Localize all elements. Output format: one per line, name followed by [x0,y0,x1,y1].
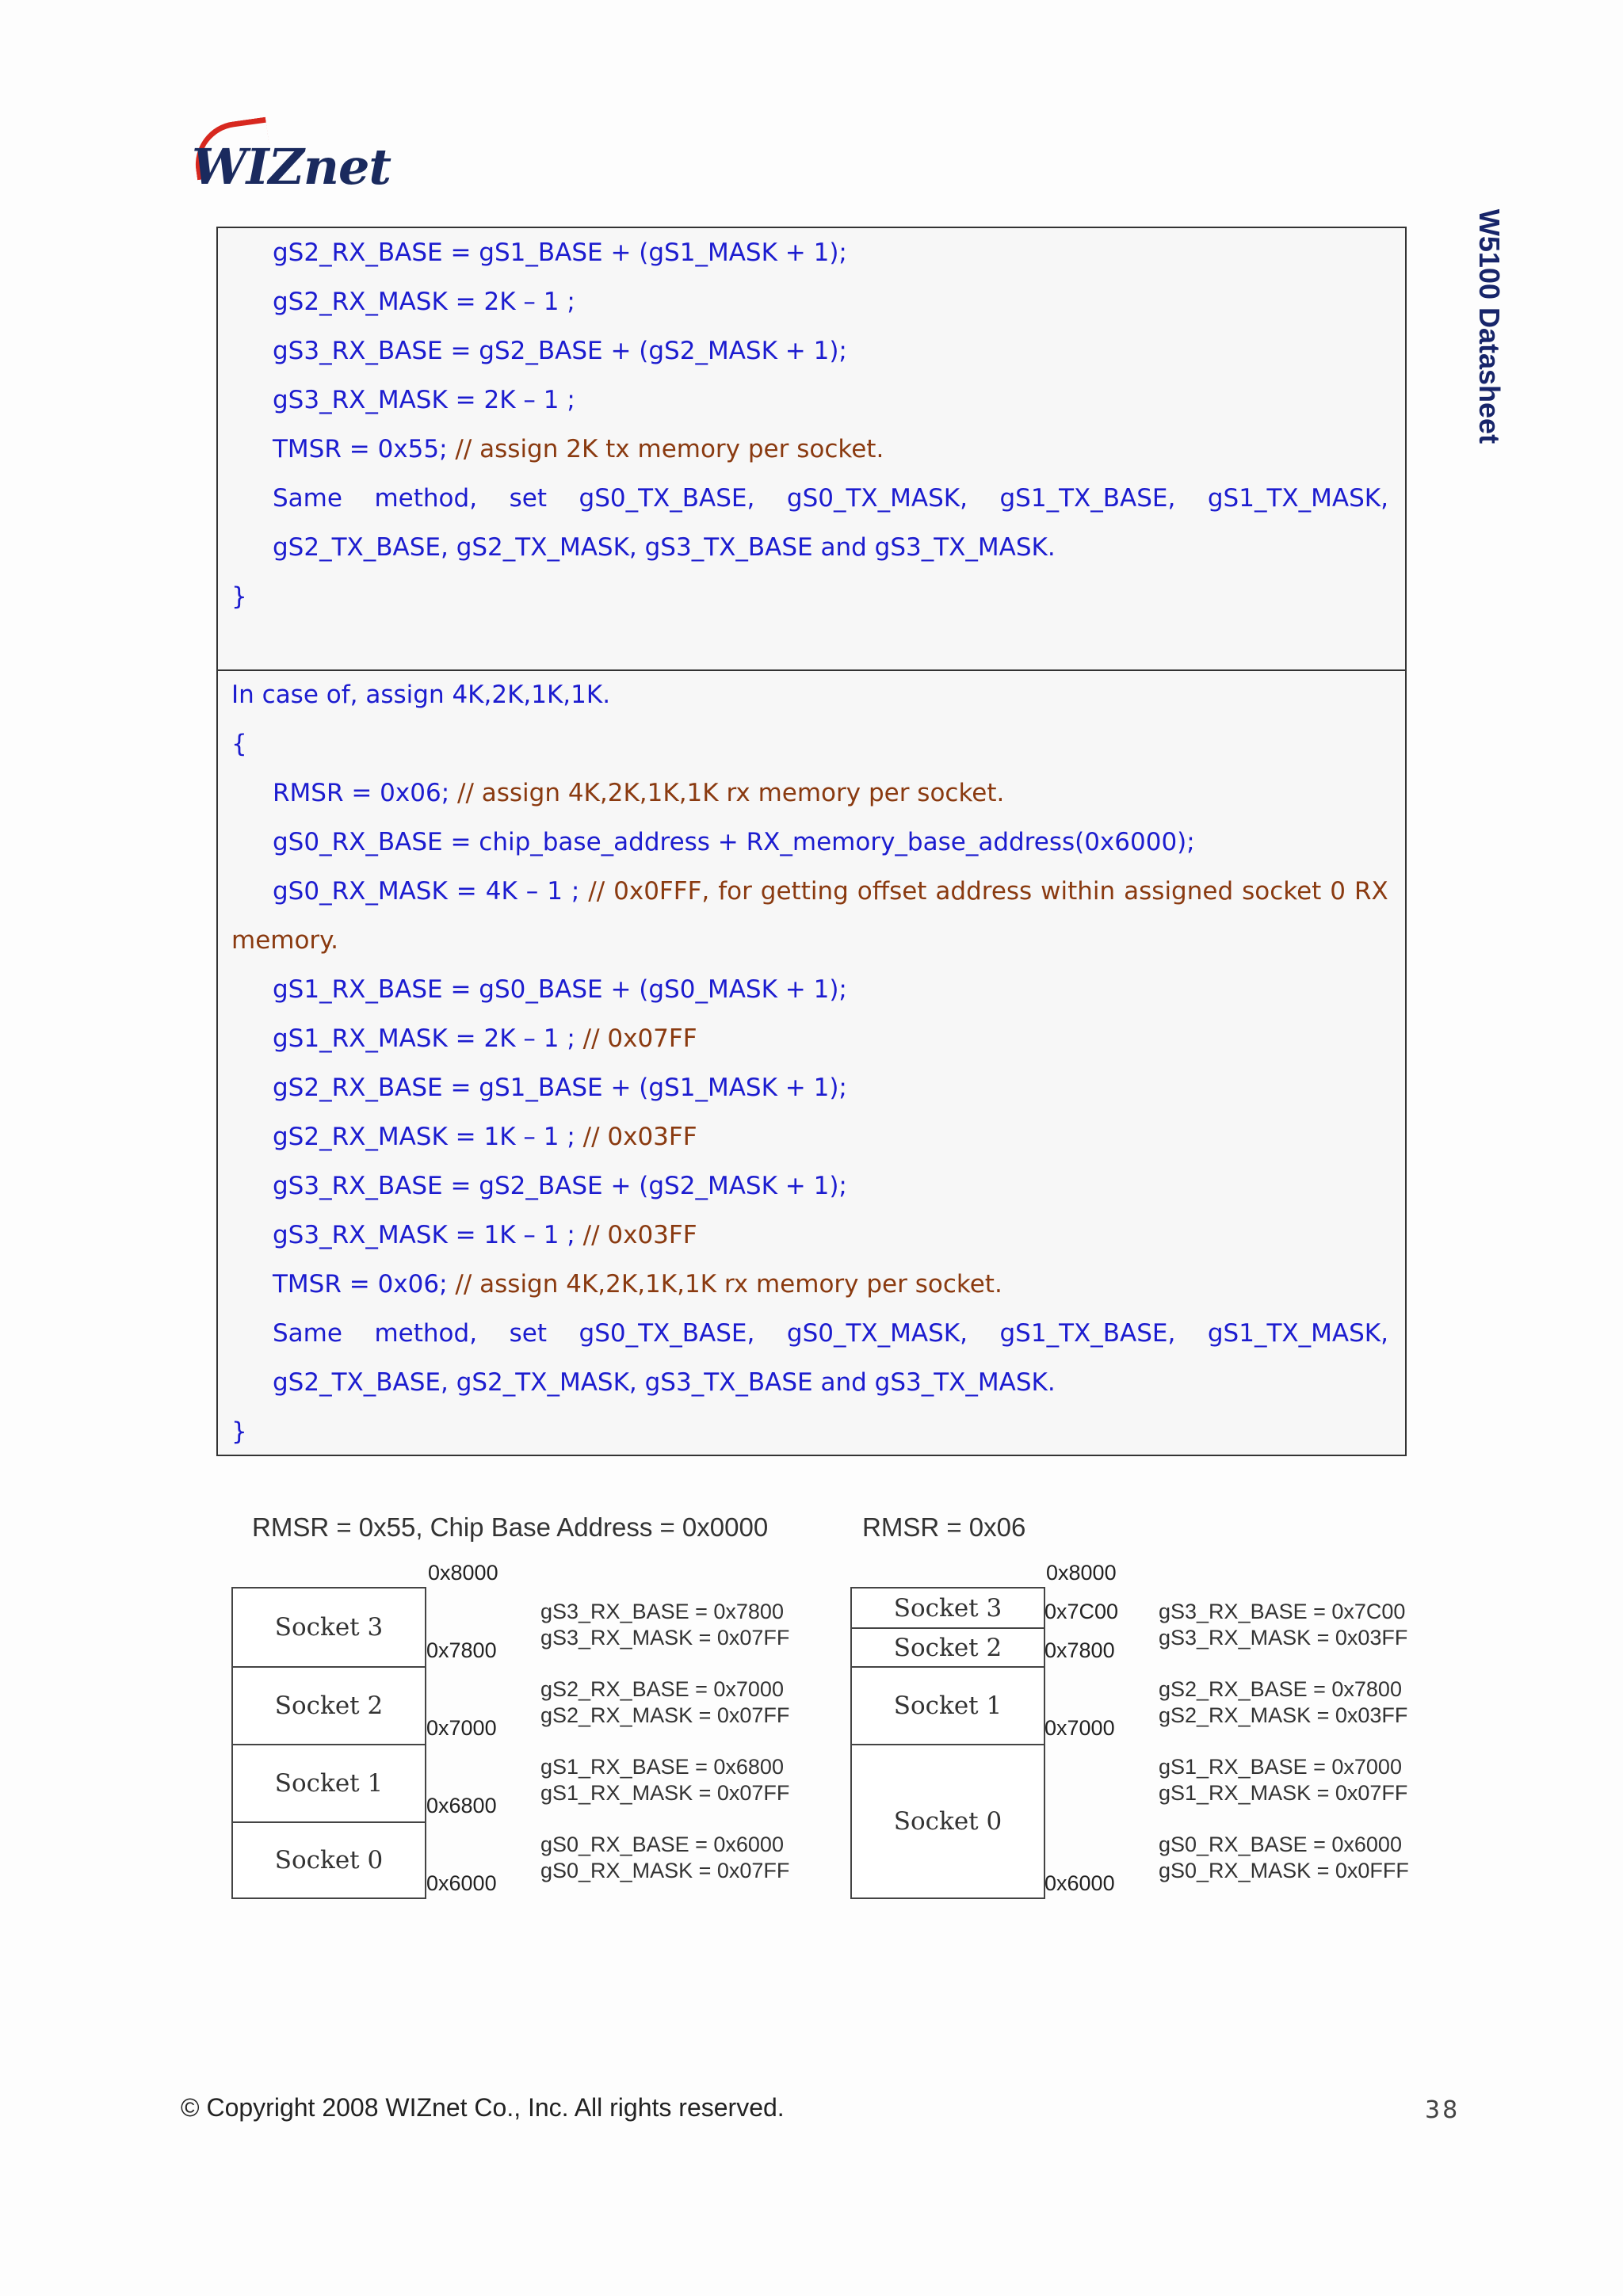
code-comment-word: 0x0FFF, [613,877,710,906]
register-base: gS2_RX_BASE = 0x7800 [1159,1677,1402,1701]
wiznet-logo [187,119,393,198]
code-comment-word: offset [857,877,927,906]
code-word: gS0_TX_BASE, [579,484,755,513]
register-base: gS1_RX_BASE = 0x7000 [1159,1755,1402,1779]
code-comment: // 0x07FF [582,1024,697,1053]
code-word: 1 [547,877,563,906]
register-mask: gS3_RX_MASK = 0x03FF [1159,1626,1408,1650]
code-line-justified [273,482,1388,514]
socket-2-block: Socket 2 [852,1627,1044,1666]
code-word: gS0_TX_BASE, [579,1319,755,1348]
code-text: gS1_RX_MASK = 2K – 1 ; [273,1024,583,1053]
code-word: gS0_TX_MASK, [786,1319,968,1348]
register-base: gS1_RX_BASE = 0x6800 [540,1755,784,1779]
socket-1-block: Socket 1 [233,1744,425,1821]
side-document-title-text: W5100 Datasheet [1473,208,1506,444]
diagram-left-title: RMSR = 0x55, Chip Base Address = 0x0000 [252,1512,769,1542]
code-text: RMSR = 0x06; [273,779,457,807]
register-base: gS0_RX_BASE = 0x6000 [1159,1833,1402,1856]
code-comment: // 0x03FF [582,1221,697,1249]
code-comment-word: getting [760,877,849,906]
register-mask: gS1_RX_MASK = 0x07FF [540,1781,790,1805]
memory-map-right [850,1587,1045,1899]
code-comment-word: within [1041,877,1116,906]
register-mask: gS0_RX_MASK = 0x07FF [540,1859,790,1882]
address-label: 0x7000 [1044,1716,1115,1740]
address-label: 0x7800 [1044,1638,1115,1662]
code-comment-word: socket [1242,877,1322,906]
code-line: gS3_RX_BASE = gS2_BASE + (gS2_MASK + 1); [273,337,847,365]
code-line [273,1219,697,1251]
code-brace: { [231,730,247,758]
side-document-title [1470,201,1508,452]
diagram-right-title: RMSR = 0x06 [862,1512,1026,1542]
code-text: gS3_RX_MASK = 1K – 1 ; [273,1221,583,1249]
address-label: 0x6000 [1044,1871,1115,1895]
code-line: gS2_TX_BASE, gS2_TX_MASK, gS3_TX_BASE and gS3_TX_MASK. [273,1368,1056,1397]
code-word: ; [571,877,580,906]
code-brace: } [231,582,247,611]
code-brace: } [231,1417,247,1446]
code-line [273,1268,1002,1300]
code-text: TMSR = 0x55; [273,435,456,463]
code-word: method, [374,1319,478,1348]
logo-text: WIZnet [192,138,391,196]
socket-3-block: Socket 3 [893,1593,1002,1623]
socket-1-block: Socket 1 [852,1666,1044,1744]
address-label: 0x7C00 [1044,1600,1119,1623]
register-mask: gS1_RX_MASK = 0x07FF [1159,1781,1408,1805]
code-word: gS1_TX_MASK, [1207,1319,1388,1348]
code-line [231,925,338,956]
register-mask: gS2_RX_MASK = 0x07FF [540,1703,790,1727]
register-values [1159,1832,1409,1884]
register-base: gS0_RX_BASE = 0x6000 [540,1833,784,1856]
code-line: gS3_RX_BASE = gS2_BASE + (gS2_MASK + 1); [273,1172,847,1200]
register-values [1159,1676,1407,1729]
code-word: gS0_RX_MASK [273,877,448,906]
code-word: 4K [485,877,517,906]
address-label: 0x6000 [426,1871,497,1895]
code-intro: In case of, assign 4K,2K,1K,1K. [231,681,611,709]
code-word: method, [374,484,478,513]
code-line: gS3_RX_MASK = 2K – 1 ; [273,386,575,414]
register-values [540,1676,789,1729]
address-label: 0x6800 [426,1794,497,1817]
code-line [273,433,884,465]
code-line: gS2_RX_BASE = gS1_BASE + (gS1_MASK + 1); [273,1074,847,1102]
register-mask: gS2_RX_MASK = 0x03FF [1159,1703,1408,1727]
code-comment-word: address [935,877,1033,906]
code-text: gS2_RX_MASK = 1K – 1 ; [273,1123,583,1151]
code-comment: // assign 4K,2K,1K,1K rx memory per socket. [457,779,1005,807]
register-base: gS2_RX_BASE = 0x7000 [540,1677,784,1701]
register-values [540,1832,789,1884]
register-base: gS3_RX_BASE = 0x7C00 [1159,1600,1406,1623]
code-comment-word: assigned [1124,877,1234,906]
code-comment: memory. [231,926,338,955]
code-word: set [509,484,547,513]
code-word: Same [273,484,342,513]
footer-copyright: © Copyright 2008 WIZnet Co., Inc. All rights reserved. [181,2093,785,2122]
code-word: = [456,877,477,906]
address-label: 0x8000 [1046,1561,1117,1585]
page-number: 38 [1425,2096,1461,2124]
address-label: 0x7800 [426,1638,497,1662]
socket-0-block: Socket 0 [852,1744,1044,1897]
code-line [273,1023,697,1055]
code-line: gS2_RX_BASE = gS1_BASE + (gS1_MASK + 1); [273,238,847,267]
register-base: gS3_RX_BASE = 0x7800 [540,1600,784,1623]
register-values [1159,1599,1407,1651]
code-comment: // assign 2K tx memory per socket. [455,435,884,463]
code-word: gS0_TX_MASK, [786,484,968,513]
code-text: TMSR = 0x06; [273,1270,456,1299]
code-word: gS1_TX_BASE, [999,1319,1176,1348]
code-line: gS0_RX_BASE = chip_base_address + RX_memory_base_address(0x6000); [273,828,1195,856]
socket-2-block: Socket 2 [233,1666,425,1744]
code-word: – [525,877,539,906]
code-line [273,777,1004,809]
code-word: Same [273,1319,342,1348]
code-line: gS2_RX_MASK = 2K – 1 ; [273,288,575,316]
code-line [273,1121,697,1153]
address-label: 0x8000 [428,1561,498,1585]
code-comment-word: RX [1354,877,1388,906]
address-label: 0x7000 [426,1716,497,1740]
register-values [540,1599,789,1651]
code-comment-word: 0 [1330,877,1346,906]
register-mask: gS3_RX_MASK = 0x07FF [540,1626,790,1650]
table-divider [216,669,1407,671]
socket-0-block: Socket 0 [233,1821,425,1897]
code-comment: // assign 4K,2K,1K,1K rx memory per socket. [455,1270,1002,1299]
register-values [540,1754,789,1806]
code-line-justified [273,1318,1388,1349]
code-line: gS1_RX_BASE = gS0_BASE + (gS0_MASK + 1); [273,975,847,1004]
register-mask: gS0_RX_MASK = 0x0FFF [1159,1859,1409,1882]
code-comment: // 0x03FF [582,1123,697,1151]
memory-map-left [231,1587,426,1899]
code-word: set [509,1319,547,1348]
register-values [1159,1754,1407,1806]
code-comment-word: for [718,877,752,906]
code-line-justified [273,875,1388,907]
code-comment-word: // [588,877,605,906]
socket-3-block: Socket 3 [274,1613,384,1642]
code-word: gS1_TX_MASK, [1207,484,1388,513]
code-line: gS2_TX_BASE, gS2_TX_MASK, gS3_TX_BASE and gS3_TX_MASK. [273,533,1056,562]
code-word: gS1_TX_BASE, [999,484,1176,513]
